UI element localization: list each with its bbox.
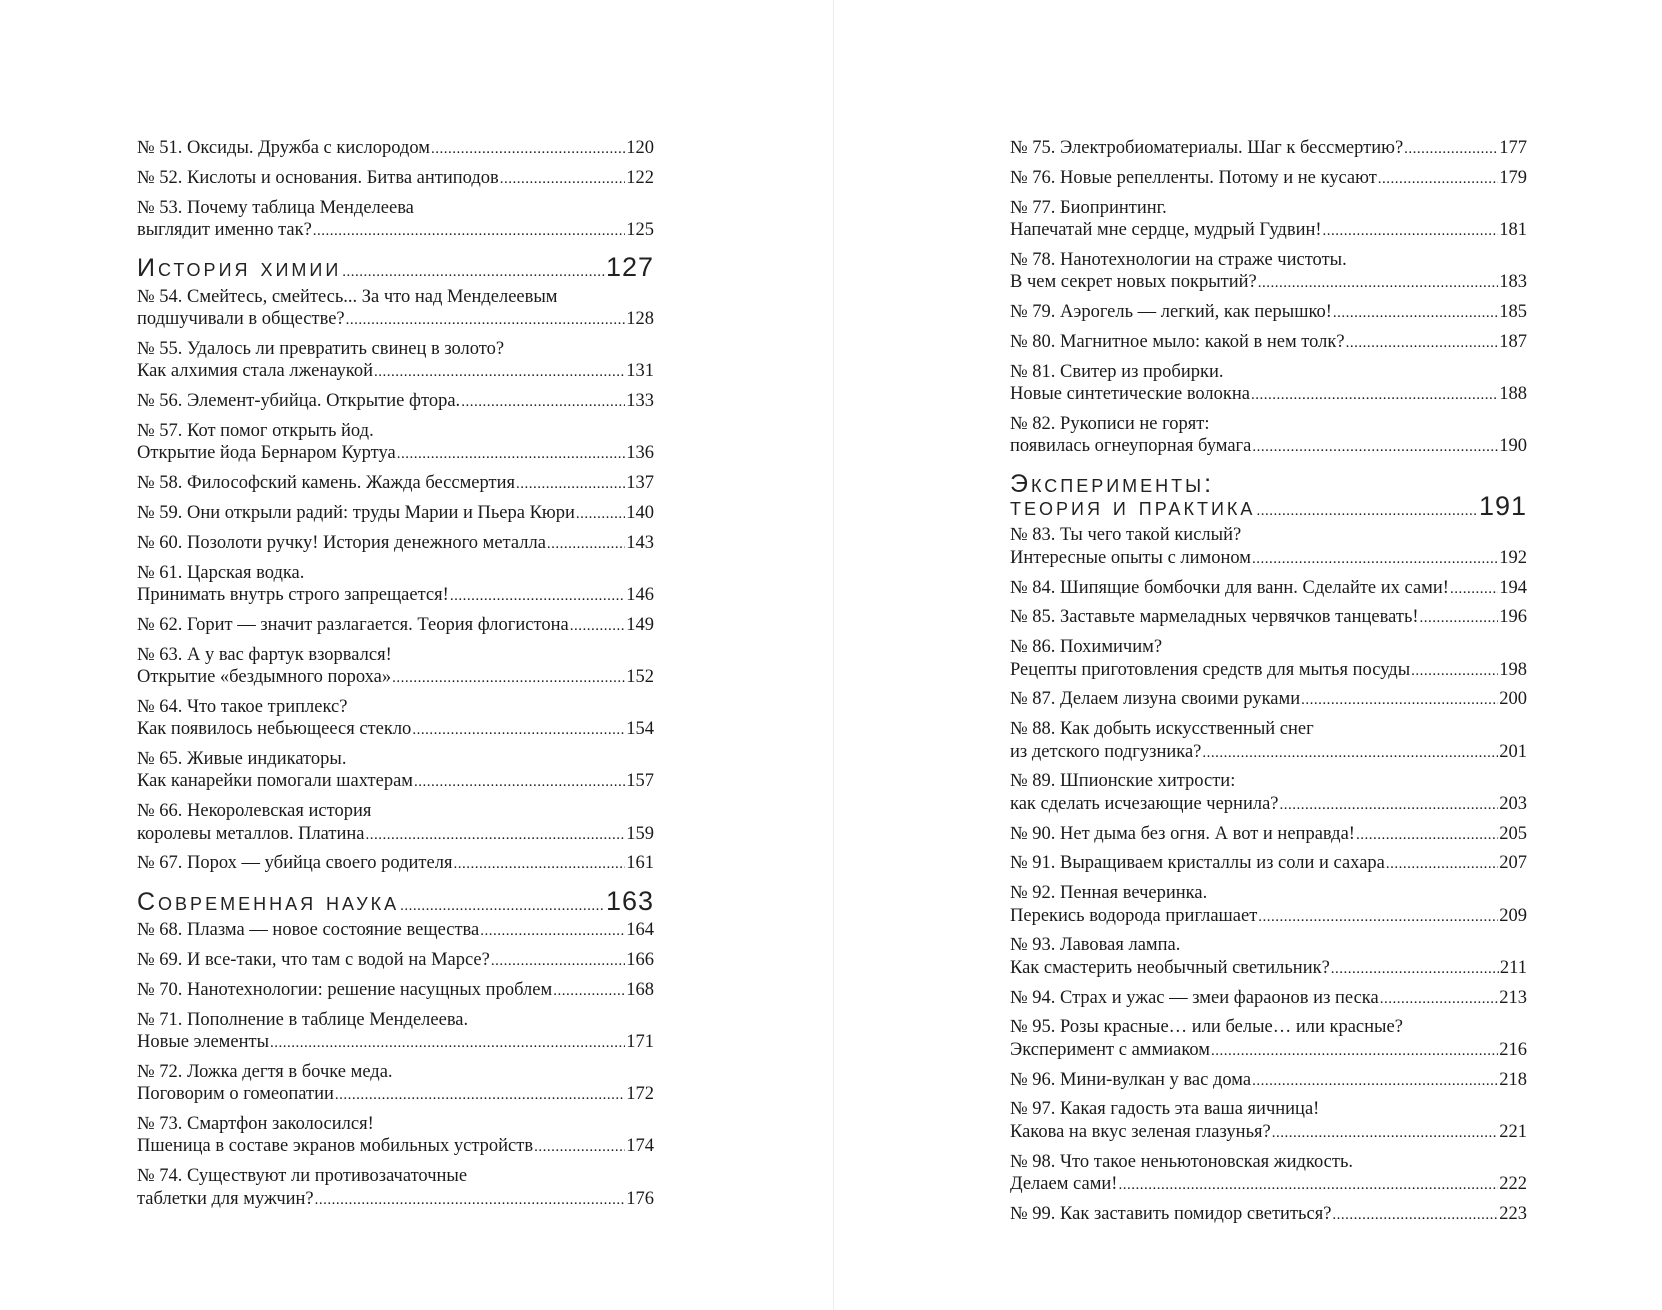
toc-entry xyxy=(1010,301,1527,324)
toc-title-line: № 75. Электробиоматериалы. Шаг к бессмертию? xyxy=(1010,138,1404,158)
toc-title-row xyxy=(137,252,654,283)
toc-title-line: Современная наука xyxy=(137,887,400,916)
dot-leader xyxy=(553,980,625,1002)
toc-title-row xyxy=(137,823,654,846)
toc-entry xyxy=(137,614,654,637)
toc-title-row xyxy=(137,442,654,465)
toc-title-line: Открытие йода Бернаром Куртуа xyxy=(137,443,396,464)
toc-entry xyxy=(1010,882,1527,928)
dot-leader xyxy=(453,853,625,875)
toc-title-row xyxy=(1010,1069,1527,1092)
toc-entry xyxy=(137,167,654,190)
toc-title-line: № 99. Как заставить помидор светиться? xyxy=(1010,1203,1332,1224)
page-number: 196 xyxy=(1499,607,1527,628)
toc-title-line: № 67. Порох — убийца своего родителя xyxy=(137,853,453,874)
toc-title-line: № 84. Шипящие бомбочки для ванн. Сделайте их сами! xyxy=(1010,577,1449,598)
toc-entry xyxy=(1010,1098,1527,1144)
toc-title-line: подшучивали в обществе? xyxy=(137,309,345,330)
toc-title-row xyxy=(1010,577,1527,600)
dot-leader xyxy=(374,361,625,383)
toc-title-line: № 93. Лавовая лампа. xyxy=(1010,935,1181,956)
toc-title-line: № 91. Выращиваем кристаллы из соли и сахара xyxy=(1010,853,1385,874)
toc-title-row xyxy=(137,584,654,607)
toc-title-row xyxy=(1010,1121,1527,1144)
page-number: 143 xyxy=(626,532,654,553)
dot-leader xyxy=(366,824,626,846)
dot-leader xyxy=(397,443,626,465)
page-number: 172 xyxy=(626,1084,654,1105)
toc-title-line: История химии xyxy=(137,254,342,283)
dot-leader xyxy=(461,391,625,413)
toc-title-row xyxy=(137,360,654,383)
page-number: 127 xyxy=(605,252,654,283)
dot-leader xyxy=(412,719,625,741)
toc-title-line: № 69. И все-таки, что там с водой на Марсе? xyxy=(137,950,490,971)
page-number: 122 xyxy=(626,167,654,188)
dot-leader xyxy=(534,1136,625,1158)
toc-title-row xyxy=(1010,137,1527,160)
toc-entry xyxy=(1010,1203,1527,1226)
toc-title-row xyxy=(1010,905,1527,928)
dot-leader xyxy=(1332,1204,1498,1226)
toc-entry xyxy=(137,919,654,942)
toc-entry xyxy=(1010,167,1527,190)
toc-title-row xyxy=(1010,987,1527,1010)
dot-leader xyxy=(1252,548,1498,570)
toc-entry xyxy=(137,748,654,794)
toc-title-line: Рецепты приготовления средств для мытья посуды xyxy=(1010,659,1411,680)
page-number: 198 xyxy=(1499,659,1527,680)
toc-entry xyxy=(137,1009,654,1055)
dot-leader xyxy=(1280,794,1499,816)
page-number: 191 xyxy=(1478,491,1527,522)
toc-title-row xyxy=(137,502,654,525)
toc-title-row xyxy=(1010,852,1527,875)
toc-title-row xyxy=(137,390,654,413)
dot-leader xyxy=(392,667,625,689)
dot-leader xyxy=(1450,578,1498,600)
dot-leader xyxy=(1301,689,1498,711)
dot-leader xyxy=(400,895,605,917)
dot-leader xyxy=(414,771,625,793)
toc-entry xyxy=(1010,197,1527,243)
toc-title-line: Перекись водорода приглашает xyxy=(1010,905,1258,926)
page-number: 221 xyxy=(1499,1121,1527,1142)
dot-leader xyxy=(1331,958,1499,980)
dot-leader xyxy=(1251,384,1498,406)
dot-leader xyxy=(1356,824,1498,846)
toc-title-line: № 54. Смейтесь, смейтесь... За что над Менделеевым xyxy=(137,286,558,307)
toc-title-row xyxy=(137,137,654,160)
toc-title-line: появилась огнеупорная бумага xyxy=(1010,436,1252,457)
dot-leader xyxy=(1380,988,1499,1010)
page-number: 128 xyxy=(626,309,654,330)
toc-title-line: № 83. Ты чего такой кислый? xyxy=(1010,525,1242,546)
toc-title-line: таблетки для мужчин? xyxy=(137,1188,314,1209)
page-number: 188 xyxy=(1499,384,1527,404)
toc-entry xyxy=(137,800,654,846)
toc-title-line: Поговорим о гомеопатии xyxy=(137,1084,334,1105)
toc-entry xyxy=(137,1061,654,1107)
page-number: 201 xyxy=(1499,741,1527,762)
toc-entry xyxy=(137,949,654,972)
toc-title-row xyxy=(137,219,654,242)
left-page-toc xyxy=(137,137,654,1217)
toc-title-row xyxy=(1010,606,1527,629)
page-number: 218 xyxy=(1499,1069,1527,1090)
toc-title-line: № 65. Живые индикаторы. xyxy=(137,749,347,770)
dot-leader xyxy=(1256,500,1478,522)
toc-title-line: № 76. Новые репелленты. Потому и не кусают xyxy=(1010,167,1377,188)
toc-title-line: № 56. Элемент-убийца. Открытие фтора. xyxy=(137,391,461,412)
toc-title-line: Новые синтетические волокна xyxy=(1010,384,1251,404)
toc-entry xyxy=(137,1113,654,1159)
toc-title-line: как сделать исчезающие чернила? xyxy=(1010,793,1279,814)
toc-entry xyxy=(137,472,654,495)
page-number: 179 xyxy=(1499,167,1527,188)
toc-title-line: № 59. Они открыли радий: труды Марии и Пьера Кюри xyxy=(137,503,575,524)
toc-title-row xyxy=(1010,271,1527,294)
page-number: 131 xyxy=(626,361,654,382)
page-number: 176 xyxy=(626,1188,654,1209)
page-number: 213 xyxy=(1499,987,1527,1008)
toc-entry xyxy=(1010,636,1527,682)
toc-title-line: № 60. Позолоти ручку! История денежного металла xyxy=(137,532,546,553)
toc-title-line: королевы металлов. Платина xyxy=(137,823,365,844)
page-number: 137 xyxy=(626,473,654,494)
toc-entry xyxy=(1010,934,1527,980)
toc-title-line: Принимать внутрь строго запрещается! xyxy=(137,585,449,606)
dot-leader xyxy=(1258,272,1499,294)
page-number: 166 xyxy=(626,950,654,971)
toc-title-line: № 72. Ложка дегтя в бочке меда. xyxy=(137,1061,393,1082)
toc-title-line: № 97. Какая гадость эта ваша яичница! xyxy=(1010,1099,1320,1120)
dot-leader xyxy=(335,1084,625,1106)
page-number: 157 xyxy=(626,771,654,792)
page-number: 223 xyxy=(1499,1203,1527,1224)
toc-entry xyxy=(1010,249,1527,295)
toc-title-row xyxy=(1010,1173,1527,1196)
toc-title-line: № 87. Делаем лизуна своими руками xyxy=(1010,689,1301,710)
toc-title-line: № 68. Плазма — новое состояние вещества xyxy=(137,920,480,941)
toc-title-line: № 86. Похимичим? xyxy=(1010,637,1163,658)
toc-title-row xyxy=(1010,219,1527,242)
toc-title-line: № 71. Пополнение в таблице Менделеева. xyxy=(137,1009,469,1030)
dot-leader xyxy=(500,168,625,190)
page-number: 125 xyxy=(626,220,654,240)
page-number: 177 xyxy=(1499,138,1527,158)
toc-entry xyxy=(1010,1016,1527,1062)
page-number: 174 xyxy=(626,1136,654,1157)
dot-leader xyxy=(1404,138,1498,160)
toc-title-row xyxy=(137,167,654,190)
toc-title-line: № 62. Горит — значит разлагается. Теория флогистона xyxy=(137,614,569,635)
toc-title-row xyxy=(1010,823,1527,846)
dot-leader xyxy=(431,138,625,160)
page-number: 203 xyxy=(1499,793,1527,814)
toc-title-line: № 77. Биопринтинг. xyxy=(1010,197,1167,218)
page-number: 181 xyxy=(1499,220,1527,240)
page-number: 163 xyxy=(605,885,654,916)
toc-title-row xyxy=(1010,1039,1527,1062)
dot-leader xyxy=(346,309,626,331)
toc-title-row xyxy=(137,308,654,331)
page-number: 136 xyxy=(626,443,654,464)
toc-entry xyxy=(1010,823,1527,846)
page-number: 159 xyxy=(626,823,654,844)
toc-entry xyxy=(137,644,654,690)
dot-leader xyxy=(1258,906,1498,928)
toc-title-row xyxy=(137,532,654,555)
toc-title-line: № 79. Аэрогель — легкий, как перышко! xyxy=(1010,302,1332,322)
toc-entry xyxy=(1010,852,1527,875)
toc-title-line: Как смастерить необычный светильник? xyxy=(1010,957,1330,978)
toc-entry xyxy=(137,502,654,525)
page-number: 154 xyxy=(626,719,654,740)
toc-entry xyxy=(137,696,654,742)
right-page-toc xyxy=(1010,137,1527,1233)
toc-title-line: № 73. Смартфон заколосился! xyxy=(137,1114,374,1135)
toc-title-line: № 52. Кислоты и основания. Битва антиподов xyxy=(137,167,499,188)
toc-title-line: № 57. Кот помог открыть йод. xyxy=(137,421,374,442)
toc-title-line: Новые элементы xyxy=(137,1032,269,1053)
toc-title-line: Как появилось небьющееся стекло xyxy=(137,719,412,740)
toc-title-line: № 51. Оксиды. Дружба с кислородом xyxy=(137,138,430,158)
toc-title-row xyxy=(1010,688,1527,711)
toc-title-line: № 70. Нанотехнологии: решение насущных проблем xyxy=(137,979,553,1000)
page-number: 120 xyxy=(626,138,654,158)
dot-leader xyxy=(491,950,625,972)
dot-leader xyxy=(1378,168,1498,190)
toc-title-line: № 53. Почему таблица Менделеева xyxy=(137,197,414,218)
toc-title-row xyxy=(1010,659,1527,682)
toc-title-line: № 92. Пенная вечеринка. xyxy=(1010,883,1208,904)
toc-entry xyxy=(1010,413,1527,459)
toc-title-line: № 80. Магнитное мыло: какой в нем толк? xyxy=(1010,331,1345,352)
page-number: 222 xyxy=(1499,1174,1527,1195)
toc-title-row xyxy=(1010,793,1527,816)
dot-leader xyxy=(1420,607,1499,629)
toc-entry xyxy=(1010,688,1527,711)
page-number: 183 xyxy=(1499,272,1527,293)
page-number: 161 xyxy=(626,853,654,874)
page-number: 207 xyxy=(1499,853,1527,874)
dot-leader xyxy=(1346,332,1499,354)
toc-title-row xyxy=(1010,547,1527,570)
dot-leader xyxy=(450,585,625,607)
page-number: 149 xyxy=(626,614,654,635)
toc-title-row xyxy=(137,885,654,917)
page-number: 146 xyxy=(626,585,654,606)
toc-title-row xyxy=(137,979,654,1002)
toc-entry xyxy=(1010,524,1527,570)
page-number: 216 xyxy=(1499,1039,1527,1060)
toc-title-line: № 66. Некоролевская история xyxy=(137,801,372,822)
toc-title-row xyxy=(1010,957,1527,980)
toc-entry xyxy=(137,562,654,608)
toc-title-line: № 85. Заставьте мармеладных червячков танцевать! xyxy=(1010,607,1419,628)
page-number: 187 xyxy=(1499,331,1527,352)
dot-leader xyxy=(270,1032,625,1054)
toc-entry xyxy=(1010,770,1527,816)
toc-title-line: Как алхимия стала лженаукой xyxy=(137,361,373,382)
toc-title-row xyxy=(137,1188,654,1211)
toc-title-line: № 78. Нанотехнологии на страже чистоты. xyxy=(1010,249,1347,270)
dot-leader xyxy=(1333,302,1498,324)
toc-title-line: Как канарейки помогали шахтерам xyxy=(137,771,414,792)
toc-title-row xyxy=(1010,331,1527,354)
toc-title-line: Эксперименты: xyxy=(1010,469,1215,498)
toc-entry xyxy=(137,852,654,875)
book-gutter xyxy=(833,0,834,1310)
toc-title-line: Напечатай мне сердце, мудрый Гудвин! xyxy=(1010,220,1322,240)
toc-title-line: № 63. А у вас фартук взорвался! xyxy=(137,644,392,665)
page-number: 209 xyxy=(1499,905,1527,926)
toc-title-line: № 98. Что такое неньютоновская жидкость. xyxy=(1010,1151,1354,1172)
page-number: 205 xyxy=(1499,823,1527,844)
toc-title-line: выглядит именно так? xyxy=(137,220,312,240)
toc-entry xyxy=(137,420,654,466)
toc-entry xyxy=(137,137,654,160)
toc-entry xyxy=(137,197,654,243)
toc-title-row xyxy=(1010,1203,1527,1226)
toc-title-row xyxy=(137,1083,654,1106)
dot-leader xyxy=(313,220,625,242)
toc-title-row xyxy=(137,949,654,972)
toc-title-line: № 89. Шпионские хитрости: xyxy=(1010,771,1236,792)
dot-leader xyxy=(516,473,625,495)
dot-leader xyxy=(342,261,605,283)
toc-title-line: Открытие «бездымного пороха» xyxy=(137,667,392,688)
page-number: 164 xyxy=(626,920,654,941)
toc-title-line: № 61. Царская водка. xyxy=(137,562,305,583)
toc-entry xyxy=(137,286,654,332)
toc-title-line: № 81. Свитер из пробирки. xyxy=(1010,361,1224,382)
dot-leader xyxy=(1411,660,1498,682)
page-number: 185 xyxy=(1499,302,1527,322)
toc-title-line: из детского подгузника? xyxy=(1010,741,1202,762)
toc-title-line: Интересные опыты с лимоном xyxy=(1010,547,1252,568)
toc-title-row xyxy=(1010,741,1527,764)
toc-entry xyxy=(1010,1151,1527,1197)
toc-title-row xyxy=(1010,435,1527,458)
toc-title-line: Какова на вкус зеленая глазунья? xyxy=(1010,1121,1271,1142)
toc-title-line: № 90. Нет дыма без огня. А вот и неправда! xyxy=(1010,823,1355,844)
dot-leader xyxy=(1386,853,1498,875)
toc-title-line: № 58. Философский камень. Жажда бессмертия xyxy=(137,473,516,494)
toc-entry xyxy=(137,1165,654,1211)
page-number: 192 xyxy=(1499,547,1527,568)
toc-entry xyxy=(1010,331,1527,354)
toc-title-line: № 64. Что такое триплекс? xyxy=(137,696,348,717)
dot-leader xyxy=(315,1189,626,1211)
toc-section-heading xyxy=(137,252,654,283)
dot-leader xyxy=(1252,1070,1498,1092)
page-number: 152 xyxy=(626,667,654,688)
toc-title-line: № 55. Удалось ли превратить свинец в золото? xyxy=(137,339,505,360)
dot-leader xyxy=(1211,1040,1498,1062)
toc-section-heading xyxy=(137,885,654,917)
page-number: 171 xyxy=(626,1032,654,1053)
page-number: 133 xyxy=(626,391,654,412)
toc-title-line: № 74. Существуют ли противозачаточные xyxy=(137,1166,468,1187)
toc-title-row xyxy=(137,1135,654,1158)
dot-leader xyxy=(1118,1174,1498,1196)
toc-title-row xyxy=(137,770,654,793)
toc-title-line: № 88. Как добыть искусственный снег xyxy=(1010,719,1314,740)
page-number: 140 xyxy=(626,503,654,524)
dot-leader xyxy=(547,533,625,555)
toc-entry xyxy=(1010,361,1527,407)
dot-leader xyxy=(1272,1122,1499,1144)
toc-entry xyxy=(1010,577,1527,600)
dot-leader xyxy=(576,503,625,525)
dot-leader xyxy=(1323,220,1499,242)
toc-entry xyxy=(1010,137,1527,160)
toc-title-row xyxy=(137,666,654,689)
toc-entry xyxy=(1010,987,1527,1010)
toc-entry xyxy=(1010,718,1527,764)
toc-title-row xyxy=(1010,167,1527,190)
toc-section-heading xyxy=(1010,469,1527,523)
toc-title-row xyxy=(137,472,654,495)
toc-title-row xyxy=(1010,491,1527,522)
toc-entry xyxy=(1010,606,1527,629)
toc-title-row xyxy=(137,919,654,942)
page-number: 200 xyxy=(1499,689,1527,710)
toc-title-row xyxy=(137,718,654,741)
dot-leader xyxy=(1202,742,1498,764)
toc-title-line: № 82. Рукописи не горят: xyxy=(1010,413,1210,434)
page-number: 211 xyxy=(1499,957,1527,978)
toc-title-line: Делаем сами! xyxy=(1010,1174,1118,1195)
toc-entry xyxy=(137,979,654,1002)
toc-title-line: Пшеница в составе экранов мобильных устройств xyxy=(137,1136,534,1157)
dot-leader xyxy=(1252,436,1498,458)
toc-title-row xyxy=(1010,301,1527,324)
dot-leader xyxy=(480,920,625,942)
toc-title-row xyxy=(137,1031,654,1054)
toc-title-line: № 95. Розы красные… или белые… или красные? xyxy=(1010,1017,1403,1038)
toc-entry xyxy=(1010,1069,1527,1092)
toc-title-line: теория и практика xyxy=(1010,493,1256,522)
page-number: 190 xyxy=(1499,436,1527,457)
toc-title-line: № 94. Страх и ужас — змеи фараонов из песка xyxy=(1010,987,1379,1008)
toc-title-line: В чем секрет новых покрытий? xyxy=(1010,272,1257,293)
page-number: 194 xyxy=(1499,577,1527,598)
toc-title-row xyxy=(1010,383,1527,406)
dot-leader xyxy=(570,615,626,637)
toc-entry xyxy=(137,338,654,384)
toc-entry xyxy=(137,532,654,555)
toc-title-line: № 96. Мини-вулкан у вас дома xyxy=(1010,1069,1252,1090)
toc-title-row xyxy=(137,614,654,637)
toc-entry xyxy=(137,390,654,413)
toc-title-row xyxy=(137,852,654,875)
toc-title-line: Эксперимент с аммиаком xyxy=(1010,1039,1210,1060)
page-number: 168 xyxy=(626,979,654,1000)
